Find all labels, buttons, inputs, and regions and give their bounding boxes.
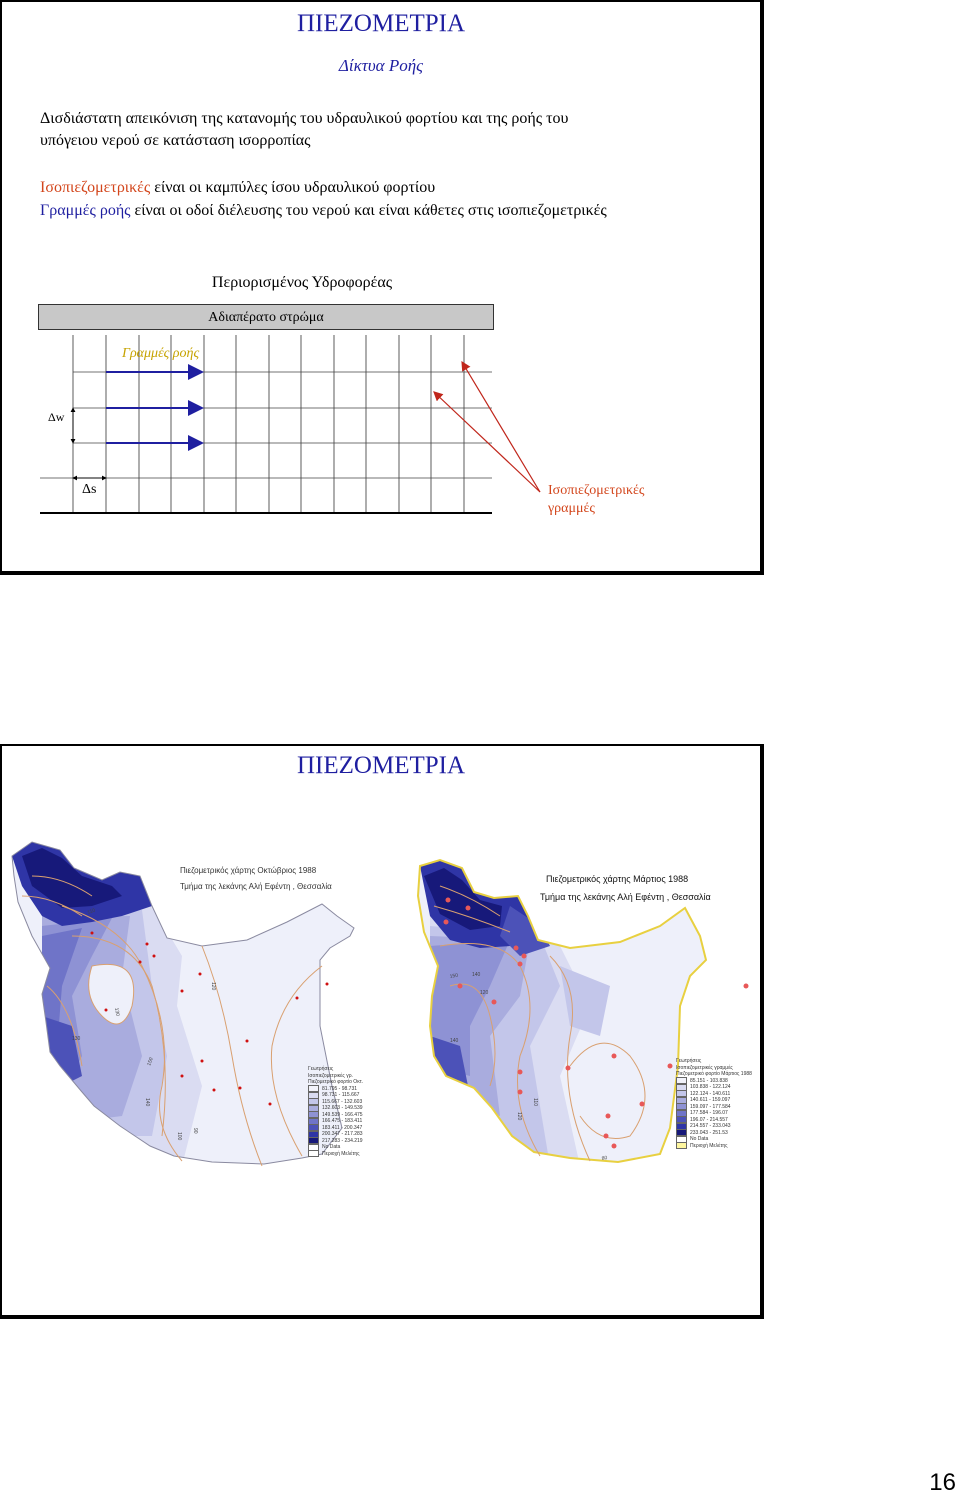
contour-label: 100	[176, 1132, 182, 1141]
legend-label: 103.838 - 122.124	[690, 1084, 731, 1090]
contour-label: 130	[113, 1007, 121, 1017]
legend-label: Περιοχή Μελέτης	[690, 1142, 728, 1149]
contour-label: 140	[144, 1098, 150, 1107]
iso-term: Ισοπιεζομετρικές	[40, 179, 151, 196]
map1-title: Πιεζομετρικός χάρτης Οκτώβριος 1988	[180, 866, 317, 875]
legend-header: Πιεζομετρικό φορτίο Μάρτιος 1988	[676, 1071, 752, 1077]
intro-line-2: υπόγειου νερού σε κατάσταση ισορροπίας	[40, 132, 311, 149]
flow-lines-label: Γραμμές ροής	[122, 346, 200, 361]
legend-label: 85.151 - 103.838	[690, 1077, 728, 1084]
flow-arrows	[106, 372, 202, 443]
legend-header: Γεωτρήσεις	[676, 1058, 702, 1064]
legend-label: 183.411 - 200.347	[322, 1124, 363, 1131]
map2-subtitle: Τμήμα της λεκάνης Αλή Εφέντη , Θεσσαλία	[540, 892, 711, 902]
dw-label: Δw	[48, 410, 65, 424]
iso-lines-label	[548, 482, 644, 518]
contour-label: 90	[192, 1128, 198, 1134]
legend-label: 149.539 - 166.475	[322, 1111, 363, 1118]
legend-label: 200.347 - 217.283	[322, 1131, 363, 1137]
legend-swatch	[308, 1150, 319, 1157]
legend-label: Περιοχή Μελέτης	[322, 1150, 360, 1157]
flow-def-text: είναι οι οδοί διέλευσης του νερού και είναι κάθετες στις ισοπιεζομετρικές	[130, 202, 607, 219]
confined-aquifer-label: Περιορισμένος Υδροφορέας	[211, 274, 393, 291]
iso-def-text: είναι οι καμπύλες ίσου υδραυλικού φορτίου	[150, 179, 436, 196]
iso-pointers	[434, 362, 540, 492]
contour-label: 120	[210, 982, 216, 991]
contour-label: 120	[516, 1112, 522, 1121]
contour-label: 120	[480, 990, 489, 996]
slide-title: ΠΙΕΖΟΜΕΤΡΙΑ	[296, 752, 466, 779]
flow-net-diagram	[2, 2, 762, 572]
slide-subtitle: Δίκτυα Ροής	[338, 56, 424, 75]
legend-label: 196.07 - 214.557	[690, 1116, 728, 1123]
contour-label: 80	[601, 1155, 608, 1162]
legend-item	[308, 1151, 363, 1158]
legend-swatch	[676, 1142, 687, 1149]
legend-header: Γεωτρήσεις	[308, 1066, 334, 1072]
map1-legend	[308, 1066, 363, 1157]
legend-label: 177.584 - 196.07	[690, 1110, 728, 1116]
contour-label: 130	[72, 1036, 81, 1042]
slide-piezometric-maps	[0, 744, 764, 1319]
flow-term: Γραμμές ροής	[40, 202, 131, 219]
map2-legend	[676, 1058, 752, 1149]
contour-label: 110	[532, 1098, 538, 1106]
legend-label: 217.283 - 234.219	[322, 1137, 363, 1144]
legend-label: 233.043 - 251.53	[690, 1129, 728, 1136]
contour-label: 110	[86, 907, 97, 916]
contour-label: 150	[146, 1056, 155, 1067]
legend-label: 132.603 - 149.539	[322, 1105, 363, 1111]
piezometric-map-march	[410, 836, 762, 1176]
map1-subtitle: Τμήμα της λεκάνης Αλή Εφέντη , Θεσσαλία	[180, 882, 332, 891]
legend-label: 115.667 - 132.603	[322, 1098, 363, 1105]
slide-title: ΠΙΕΖΟΜΕΤΡΙΑ	[296, 10, 466, 37]
legend-header: Ισοπιεζομετρικές γραμμές	[676, 1064, 733, 1071]
page-number: 16	[929, 1469, 956, 1496]
iso-lines-label-1: Ισοπιεζομετρικές	[548, 483, 645, 498]
legend-label: No Data	[690, 1136, 709, 1142]
legend-label: 81.795 - 98.731	[322, 1085, 358, 1092]
legend-label: 166.475 - 183.411	[322, 1118, 363, 1124]
legend-label: 140.611 - 159.097	[690, 1097, 731, 1103]
iso-lines-label-2: γραμμές	[548, 501, 595, 516]
contour-label: 150	[449, 972, 459, 980]
intro-line-1: Δισδιάστατη απεικόνιση της κατανομής του υδραυλικού φορτίου και της ροής του	[40, 110, 569, 127]
map2-title: Πιεζομετρικός χάρτης Μάρτιος 1988	[546, 874, 689, 884]
legend-header: Ισοπιεζομετρικές γρ.	[308, 1072, 353, 1079]
ds-label: Δs	[82, 482, 97, 497]
impermeable-layer: Αδιαπέρατο στρώμα	[38, 304, 494, 330]
legend-label: No Data	[322, 1144, 341, 1150]
legend-label: 122.124 - 140.611	[690, 1090, 731, 1097]
slide-flow-nets	[0, 0, 764, 575]
legend-label: 159.097 - 177.584	[690, 1103, 731, 1110]
contour-label: 140	[472, 972, 481, 978]
piezometric-map-october	[2, 836, 382, 1176]
legend-label: 98.731 - 115.667	[322, 1092, 360, 1098]
legend-label: 214.557 - 233.043	[690, 1123, 731, 1129]
legend-item	[676, 1143, 752, 1150]
legend-header: Πιεζομετρικό φορτίο Οκτ.	[308, 1079, 364, 1085]
flow-lines	[40, 372, 492, 478]
contour-label: 140	[450, 1038, 459, 1044]
